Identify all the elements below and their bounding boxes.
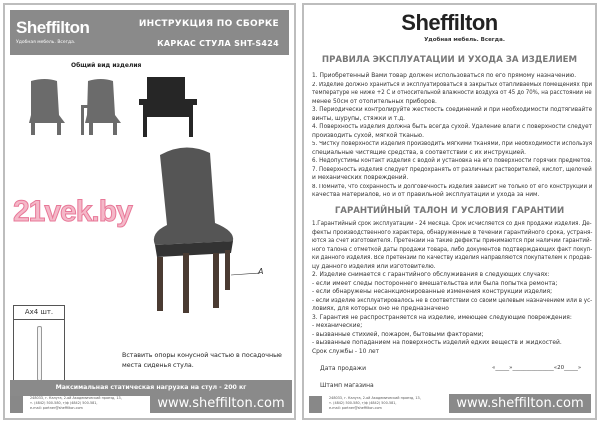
text-line: 1. Приобретенный Вами товар должен использоваться по его прямому назначению. [312, 73, 577, 79]
chair-illustrations [5, 75, 295, 315]
text-line: 5. Чистку поверхности изделия производить мягкими тканями, при необходимости используя [312, 141, 593, 147]
email-line: e-mail: partner@sheffilton.com [329, 406, 382, 410]
text-line: 2. Изделие снимается с гарантийного обслуживания в следующих случаях: [312, 272, 550, 278]
footer-address [30, 396, 146, 411]
text-line: 3. Периодически контролируйте жесткость соединений и при необходимости подтягивайте [312, 107, 593, 113]
warranty-terms [312, 220, 592, 356]
text-line: 8. Помните, что сохранность и долговечность изделия зависит не только от его конструкции и [312, 183, 593, 190]
text-line: 7. Поверхность изделия следует предохранять от различных растворителей, кислот, щелочей [312, 166, 592, 173]
brand-logo: Sheffilton [16, 18, 90, 37]
text-line: цу данного изделия или изготовителю. [312, 263, 436, 270]
sale-date-field: «_____»_______________«20_____» [492, 365, 582, 371]
chair-image-large [154, 147, 233, 313]
text-line: - если обнаружены несанкционированные изменения конструкции изделия; [312, 289, 553, 295]
text-line: температуре не ниже +2 С и относительной влажности воздуха от 45 до 70%, на расстоянии не [312, 90, 592, 96]
text-line: - механические; [312, 323, 363, 329]
page-title: ИНСТРУКЦИЯ ПО СБОРКЕ [138, 19, 279, 29]
website-link[interactable]: www.sheffilton.com [449, 394, 591, 413]
brand-slogan: Удобная мебель. Всегда. [424, 37, 505, 43]
email-line: e-mail: partner@sheffilton.com [30, 406, 83, 410]
warranty-title: ГАРАНТИЙНЫЙ ТАЛОН И УСЛОВИЯ ГАРАНТИИ [334, 206, 565, 216]
text-line: и механических повреждений. [312, 175, 409, 181]
text-line: - если имеет следы постороннего вмешательства или была попытка ремонта; [312, 280, 558, 287]
chair-image-rattan [139, 77, 197, 137]
assembly-instruction-text: Вставить опоры конусной частью в посадочные места сиденья стула. [122, 352, 282, 369]
website-link[interactable]: www.sheffilton.com [150, 394, 292, 413]
sale-date-label: Дата продажи [320, 365, 366, 372]
address-line: 248033, г. Калуга, 2-ой Академический проезд, 13, [329, 396, 421, 400]
text-line: ловиях, для которых оно не предназначено [312, 306, 449, 312]
phone-line: т. (4842) 500-580, т/ф (4842) 500-581, [329, 401, 397, 405]
overview-label: Общий вид изделия [71, 62, 142, 69]
text-line: ки данного изделия. Все претензии по качеству изделия направляются покупателем к продав- [312, 255, 592, 261]
text-line: Срок службы - 10 лет [312, 348, 380, 355]
text-line: 6. Недопустимы контакт изделия с водой и установка на его поверхности горячих предметов. [312, 158, 593, 164]
footer [10, 394, 292, 414]
text-line: 3. Гарантия не распространяется на изделие, имеющее следующие повреждения: [312, 314, 572, 321]
text-line: специальные чистящие средства, в соответствии с их инструкцией. [312, 149, 526, 156]
footer-square [309, 396, 322, 413]
brand-logo: Sheffilton [401, 10, 498, 35]
stamp-label: Штамп магазина [320, 382, 374, 389]
footer [309, 394, 591, 414]
text-line: ного талона с отметкой даты продажи товара, либо документов подтверждающих факт покуп- [312, 246, 593, 253]
max-load-banner: Максимальная статическая нагрузка на стул - 200 кг [10, 380, 292, 396]
text-line: производить сухой, мягкой тканью. [312, 132, 424, 139]
text-line: винты, шурупы, стяжки и т.д. [312, 115, 406, 122]
text-line: 4. Поверхность изделия должна быть всегда сухой. Удаление влаги с поверхности следует [312, 124, 592, 130]
text-line: - вызванные стихией, пожаром, бытовыми факторами; [312, 331, 484, 338]
text-line: ются за счет изготовителя. Претензии на такие дефекты принимаются при наличии гарантий- [312, 238, 592, 244]
address-line: 248033, г. Калуга, 2-ой Академический проезд, 13, [30, 396, 122, 400]
header-bar [10, 10, 289, 55]
text-line: фекты производственного характера, обнаруженные в течении гарантийного срока, устраня- [312, 229, 593, 236]
brand-slogan: Удобная мебель. Всегда. [16, 40, 76, 45]
text-line: качества материалов, но и от правильной эксплуатации и ухода за ним. [312, 192, 540, 198]
watermark: 21vek.by [13, 195, 132, 228]
text-line: менее 50см от отопительных приборов. [312, 98, 437, 105]
footer-square [10, 396, 23, 413]
leg-part-icon [37, 326, 42, 381]
text-line: - если изделие эксплуатировалось не в соответствии со своим целевым назначением или в ус- [312, 297, 593, 304]
part-count: Ax4 шт. [14, 306, 64, 320]
page-subtitle: КАРКАС СТУЛА SHT-S424 [157, 39, 279, 48]
care-warranty-page [302, 3, 597, 420]
footer-address [329, 396, 445, 411]
rules-list [312, 72, 592, 200]
chair-image-armless [29, 79, 65, 135]
part-a-label: A [258, 267, 264, 276]
phone-line: т. (4842) 500-580, т/ф (4842) 500-581, [30, 401, 98, 405]
text-line: 1.Гарантийный срок эксплуатации - 24 месяца. Срок исчисляется со дня продажи изделия. Де- [312, 221, 592, 227]
part-box [13, 305, 65, 385]
assembly-instruction-page [3, 3, 296, 420]
text-line: 2. Изделие должно храниться и эксплуатироваться в закрытых отапливаемых помещениях при [312, 81, 593, 88]
chair-image-armchair [81, 79, 121, 135]
rules-title: ПРАВИЛА ЭКСПЛУАТАЦИИ И УХОДА ЗА ИЗДЕЛИЕМ [321, 55, 578, 65]
text-line: - вызванные попаданием на поверхность изделий едких веществ и жидкостей. [312, 340, 562, 346]
